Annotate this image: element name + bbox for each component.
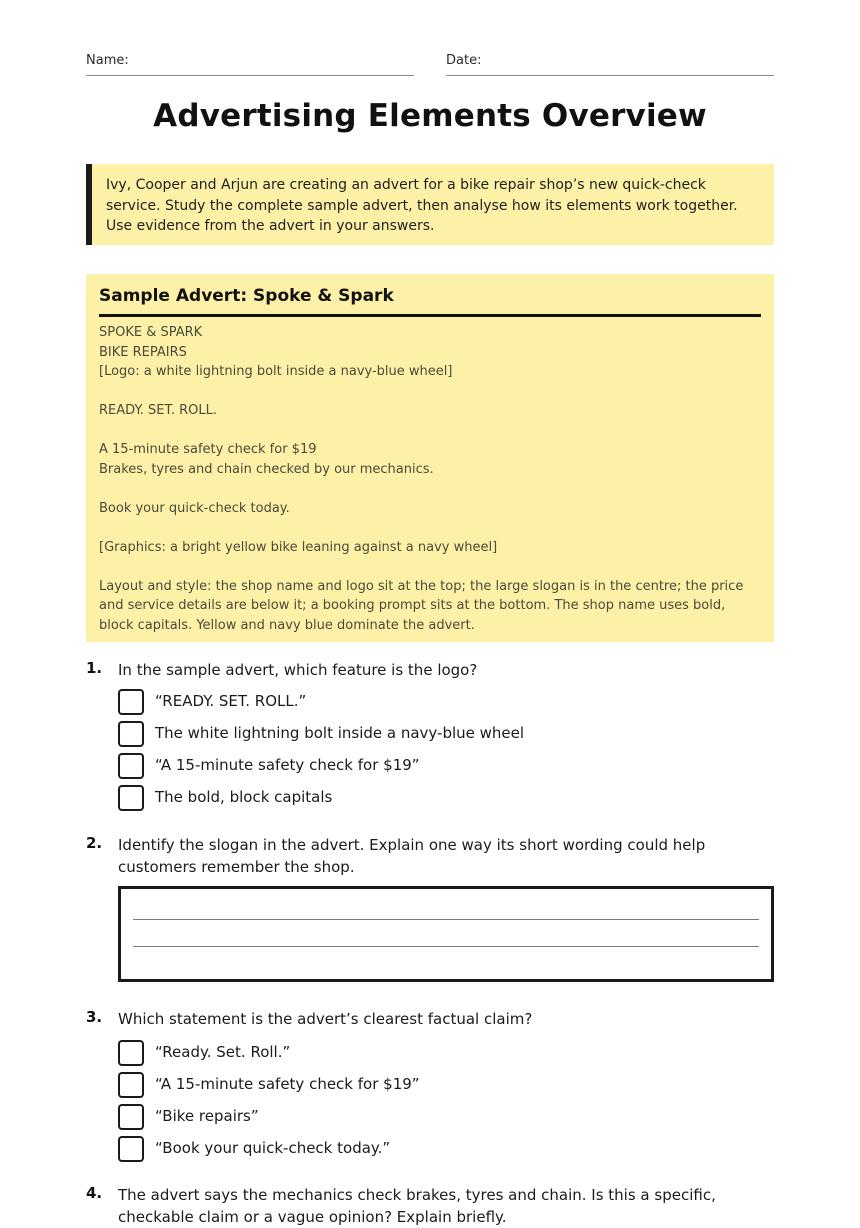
option-label: The bold, block capitals [155, 788, 333, 806]
option-label: “Ready. Set. Roll.” [155, 1043, 291, 1061]
advert-spacer [99, 518, 761, 538]
answer-line [133, 946, 759, 947]
advert-line: Brakes, tyres and chain checked by our mechanics. [99, 461, 434, 477]
question-text: The advert says the mechanics check brakes, tyres and chain. Is this a specific, checkable claim or a vague opinion? Explain briefly. [118, 1186, 716, 1226]
answer-box[interactable] [118, 886, 774, 982]
advert-spacer [99, 557, 761, 577]
option-3a[interactable] [118, 1040, 758, 1066]
checkbox[interactable] [118, 753, 144, 779]
advert-line: SPOKE & SPARK [99, 325, 203, 340]
checkbox[interactable] [118, 785, 144, 811]
option-1b[interactable] [118, 721, 758, 747]
sample-advert-heading: Sample Advert: Spoke & Spark [99, 286, 761, 317]
question-number: 4. [86, 1184, 103, 1202]
checkbox[interactable] [118, 1040, 144, 1066]
advert-line: [Graphics: a bright yellow bike leaning against a navy wheel] [99, 539, 498, 555]
advert-line: BIKE REPAIRS [99, 344, 187, 360]
option-label: “READY. SET. ROLL.” [155, 692, 307, 710]
advert-spacer [99, 421, 761, 441]
advert-line: A 15-minute safety check for $19 [99, 442, 317, 457]
advert-line: READY. SET. ROLL. [99, 403, 218, 418]
checkbox[interactable] [118, 1104, 144, 1130]
name-field[interactable] [86, 53, 414, 76]
option-label: “Book your quick-check today.” [155, 1139, 391, 1157]
option-label: “Bike repairs” [155, 1107, 259, 1125]
advert-line: Book your quick-check today. [99, 500, 290, 516]
question-number: 1. [86, 659, 103, 677]
sample-advert-body [99, 323, 761, 635]
question-text: Which statement is the advert’s clearest factual claim? [118, 1010, 533, 1028]
intro-callout: Ivy, Cooper and Arjun are creating an advert for a bike repair shop’s new quick-check service. Study the complete sample advert, then analyse how its elements work together. Use evidence from the advert in your answers. [86, 164, 774, 245]
advert-layout-note: Layout and style: the shop name and logo sit at the top; the large slogan is in the centre; the price and service details are below it; a booking prompt sits at the bottom. The shop name uses bold, block capitals. Yellow and navy blue dominate the advert. [99, 578, 744, 633]
advert-spacer [99, 382, 761, 402]
option-label: The white lightning bolt inside a navy-blue wheel [155, 724, 525, 742]
option-1d[interactable] [118, 785, 758, 811]
option-1a[interactable] [118, 689, 758, 715]
advert-line: [Logo: a white lightning bolt inside a navy-blue wheel] [99, 364, 453, 379]
question-text: In the sample advert, which feature is the logo? [118, 661, 478, 679]
question-text: Identify the slogan in the advert. Explain one way its short wording could help customers remember the shop. [118, 836, 706, 876]
student-info-fields [86, 53, 774, 77]
name-label: Name: [86, 53, 129, 68]
option-3d[interactable] [118, 1136, 758, 1162]
answer-line [133, 919, 759, 920]
question-number: 2. [86, 834, 103, 852]
date-label: Date: [446, 53, 482, 68]
checkbox[interactable] [118, 721, 144, 747]
option-3b[interactable] [118, 1072, 758, 1098]
option-label: “A 15-minute safety check for $19” [155, 1075, 420, 1093]
checkbox[interactable] [118, 1072, 144, 1098]
sample-advert-box [86, 274, 774, 642]
option-label: “A 15-minute safety check for $19” [155, 756, 420, 774]
advert-spacer [99, 479, 761, 499]
checkbox[interactable] [118, 1136, 144, 1162]
date-field[interactable] [446, 53, 774, 76]
question-number: 3. [86, 1008, 103, 1026]
option-1c[interactable] [118, 753, 758, 779]
page-title: Advertising Elements Overview [153, 98, 707, 134]
option-3c[interactable] [118, 1104, 758, 1130]
checkbox[interactable] [118, 689, 144, 715]
